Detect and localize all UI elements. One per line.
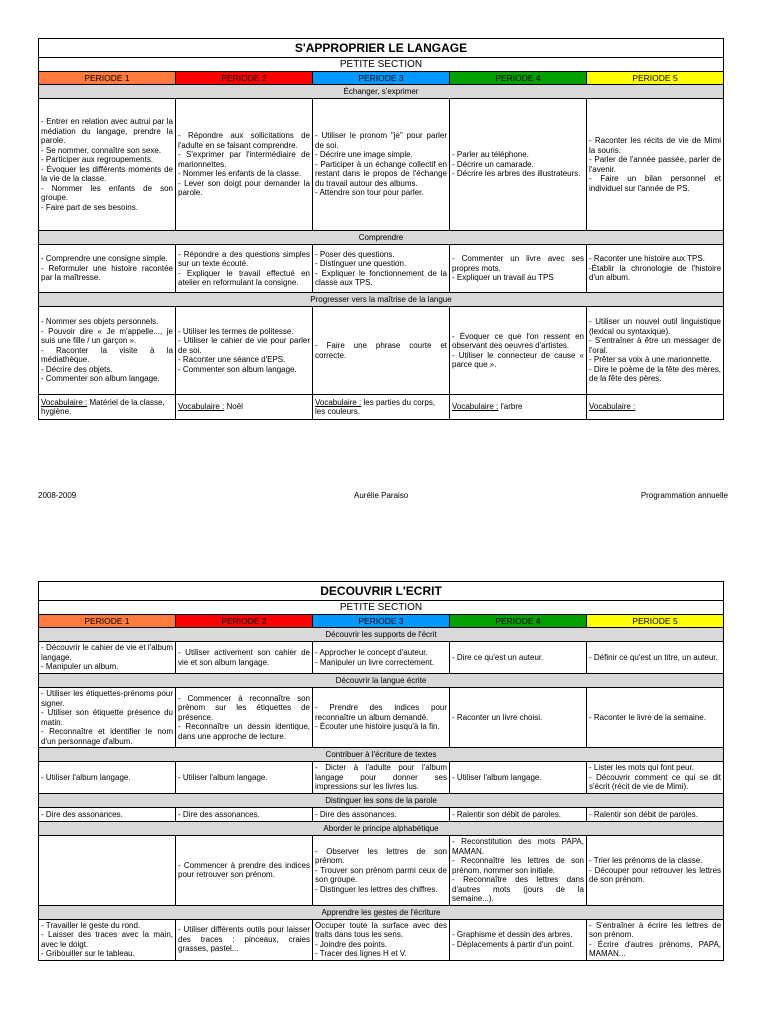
competence-item: - Écouter une histoire jusqu'à la fin. xyxy=(315,722,440,732)
vocab-cell xyxy=(587,395,724,420)
table-title: DECOUVRIR L'ECRIT xyxy=(39,582,724,601)
competence-item: - Lister les mots qui font peur. xyxy=(589,763,694,773)
section-header-row xyxy=(39,794,724,808)
competence-item: - Dire ce qu'est un auteur. xyxy=(452,652,544,662)
period-3-cell xyxy=(313,919,450,960)
competence-item: - Raconter un livre choisi. xyxy=(452,712,543,722)
langage-table xyxy=(38,38,724,420)
competence-item: - Reconnaître un dessin identique, dans une approche de lecture. xyxy=(178,722,310,741)
competence-item: - Pouvoir dire « Je m'appelle..., je suis une fille / un garçon ». xyxy=(41,326,173,346)
period-5-cell xyxy=(587,245,724,293)
period-5-cell xyxy=(587,688,724,748)
competence-item: - Reconstitution des mots PAPA, MAMAN. xyxy=(452,837,584,856)
competence-item: - Utiliser l'album langage. xyxy=(178,772,268,782)
period-4-header: PERIODE 4 xyxy=(450,72,587,85)
period-4-cell xyxy=(450,919,587,960)
vocab-label: Vocabulaire : xyxy=(452,402,499,412)
content-row xyxy=(39,642,724,674)
period-2-header: PERIODE 2 xyxy=(176,72,313,85)
period-1-cell xyxy=(39,762,176,794)
period-3-cell xyxy=(313,808,450,822)
vocab-value: l'arbre xyxy=(498,402,523,412)
ecrit-body xyxy=(39,628,724,961)
competence-item: - Écrire d'autres prénoms, PAPA, MAMAN... xyxy=(589,939,722,958)
competence-item: - Déplacements à partir d'un point. xyxy=(452,939,575,949)
period-header-row xyxy=(39,615,724,628)
competence-item: - Commenter son album langage. xyxy=(41,374,160,384)
competence-item: - Commenter son album langage. xyxy=(178,364,297,374)
competence-item: - Définir ce qu'est un titre, un auteur. xyxy=(589,652,718,662)
table-title: S'APPROPRIER LE LANGAGE xyxy=(39,39,724,58)
competence-item: - Distinguer les lettres des chiffres. xyxy=(315,884,438,894)
period-2-cell xyxy=(176,245,313,293)
competence-item: - Reconnaître les lettres de son prénom, nommer son initiale. xyxy=(452,856,584,875)
period-5-cell xyxy=(587,307,724,395)
competence-item: - Utiliser le cahier de vie pour parler de soi. xyxy=(178,336,310,355)
competence-item: - Attendre son tour pour parler. xyxy=(315,188,424,198)
competence-item: - Reconnaître des lettres dans d'autres mots (jours de la semaine...). xyxy=(452,875,584,903)
competence-item: - Commencer à prendre des indices pour retrouver son prénom. xyxy=(178,860,310,880)
section-header-row xyxy=(39,231,724,245)
footer-year: 2008-2009 xyxy=(38,491,77,500)
competence-item: - Graphisme et dessin des arbres. xyxy=(452,930,573,939)
section-title: Découvrir la langue écrite xyxy=(39,674,724,688)
competence-item: - Participer aux regroupements. xyxy=(41,155,154,164)
competence-item: - Utiliser le connecteur de cause « parce que ». xyxy=(452,350,584,369)
period-1-header: PERIODE 1 xyxy=(39,72,176,85)
competence-item: - Faire une phrase courte et correcte. xyxy=(315,341,447,360)
competence-item: - Utiliser un nouvel outil linguistique (lexical ou syntaxique). xyxy=(589,317,722,336)
period-3-cell xyxy=(313,245,450,293)
competence-item: - Travailler le geste du rond. xyxy=(41,920,141,930)
vocab-label: Vocabulaire : xyxy=(315,397,362,407)
footer-doc-title: Programmation annuelle xyxy=(640,491,728,500)
period-1-cell xyxy=(39,307,176,395)
period-3-cell xyxy=(313,99,450,231)
competence-item: - Nommer les enfants de son groupe. xyxy=(41,183,173,202)
section-header-row xyxy=(39,674,724,688)
period-3-header: PERIODE 3 xyxy=(313,72,450,85)
section-title: Échanger, s'exprimer xyxy=(39,85,724,99)
competence-item: - Utiliser les termes de politesse. xyxy=(178,326,294,336)
period-3-cell xyxy=(313,688,450,748)
competence-item: - Expliquer le fonctionnement de la classe aux TPS. xyxy=(315,268,447,287)
period-4-cell xyxy=(450,307,587,395)
competence-item: - Manipuler un livre correctement. xyxy=(315,657,435,667)
period-1-cell xyxy=(39,245,176,293)
competence-item: - Trier les prénoms de la classe. xyxy=(589,856,703,865)
period-5-cell xyxy=(587,99,724,231)
competence-item: - Décrire des objets. xyxy=(41,364,113,374)
competence-item: - Faire un bilan personnel et individuel sur l'année de PS. xyxy=(589,174,722,193)
competence-item: - Gribouiller sur le tableau. xyxy=(41,949,135,958)
vocabulary-row xyxy=(39,395,724,420)
period-2-cell xyxy=(176,307,313,395)
competence-item: - Ralentir son débit de paroles. xyxy=(452,809,561,819)
competence-item: - Utiliser l'album langage. xyxy=(452,772,542,782)
period-4-cell xyxy=(450,688,587,748)
period-1-cell xyxy=(39,688,176,748)
content-row xyxy=(39,307,724,395)
period-5-header: PERIODE 5 xyxy=(587,615,724,628)
period-1-cell xyxy=(39,99,176,231)
competence-item: - Dire des assonances. xyxy=(178,809,260,819)
section-title: Comprendre xyxy=(39,231,724,245)
competence-item: - Utiliser les étiquettes-prénoms pour signer. xyxy=(41,689,173,708)
competence-item: - Faire part de ses besoins. xyxy=(41,202,138,212)
vocab-cell xyxy=(176,395,313,420)
vocab-value: les parties du corps, les couleurs. xyxy=(315,397,436,416)
competence-item: - Distinguer une question. xyxy=(315,259,407,268)
period-2-cell xyxy=(176,642,313,674)
competence-item: - Raconter les récits de vie de Mimi la souris. xyxy=(589,136,722,155)
competence-item: - Expliquer le travail effectué en atelier en reformulant la consigne. xyxy=(178,268,310,287)
competence-item: - Nommer les enfants de la classe. xyxy=(178,169,302,179)
section-header-row xyxy=(39,822,724,836)
period-5-cell xyxy=(587,836,724,906)
competence-item: - Utiliser l'album langage. xyxy=(41,772,131,782)
vocab-cell xyxy=(39,395,176,420)
competence-item: - Participer à un échange collectif en restant dans le propos de l'échange du travail autour des albums. xyxy=(315,159,447,188)
competence-item: - Prêter sa voix à une marionnette. xyxy=(589,355,712,365)
competence-item: - Parler de l'année passée, parler de l'avenir. xyxy=(589,155,722,174)
table-subtitle: PETITE SECTION xyxy=(39,58,724,72)
competence-item: - Expliquer un travail au TPS xyxy=(452,273,554,283)
period-5-header: PERIODE 5 xyxy=(587,72,724,85)
vocab-value: Matériel de la classe, hygiène. xyxy=(41,397,165,416)
competence-item: - Raconter la visite à la médiathèque. xyxy=(41,345,173,365)
competence-item: - Dicter à l'adulte pour l'album langage pour donner ses impressions sur les livres lus. xyxy=(315,763,447,792)
competence-item: - Observer les lettres de son prénom. xyxy=(315,846,447,865)
competence-item: - Tracer des lignes H et V. xyxy=(315,949,407,958)
competence-item: - Trouver son prénom parmi ceux de son groupe. xyxy=(315,865,447,884)
section-header-row xyxy=(39,748,724,762)
competence-item: - Répondre aux sollicitations de l'adulte en se faisant comprendre. xyxy=(178,131,310,150)
competence-item: - Utiliser activement son cahier de vie et son album langage. xyxy=(178,648,310,667)
period-4-cell xyxy=(450,808,587,822)
period-5-cell xyxy=(587,808,724,822)
period-1-cell xyxy=(39,642,176,674)
period-2-header: PERIODE 2 xyxy=(176,615,313,628)
vocab-cell xyxy=(313,395,450,420)
competence-item: - Évoquer les différents moments de la vie de la classe. xyxy=(41,164,173,183)
period-2-cell xyxy=(176,762,313,794)
competence-item: - S'exprimer par l'intermédiaire de marionnettes. xyxy=(178,150,310,169)
competence-item: - Comprendre une consigne simple. xyxy=(41,254,168,264)
period-1-cell xyxy=(39,836,176,906)
period-4-cell xyxy=(450,762,587,794)
period-2-cell xyxy=(176,919,313,960)
section-header-row xyxy=(39,905,724,919)
competence-item: - Ralentir son débit de paroles. xyxy=(589,809,698,819)
period-5-cell xyxy=(587,642,724,674)
section-header-row xyxy=(39,293,724,307)
competence-item: - Poser des questions. xyxy=(315,249,395,259)
footer-author: Aurélie Paraiso xyxy=(354,491,409,500)
period-1-header: PERIODE 1 xyxy=(39,615,176,628)
competence-item: - Reconnaître et identifier le nom d'un personnage d'album. xyxy=(41,727,173,746)
period-1-cell xyxy=(39,919,176,960)
period-2-cell xyxy=(176,808,313,822)
competence-item: - Dire le poème de la fête des mères, de la fête des pères. xyxy=(589,364,722,384)
competence-item: - Prendre des indices pour reconnaître un album demandé. xyxy=(315,703,447,722)
period-3-cell xyxy=(313,642,450,674)
competence-item: - Commenter un livre avec ses propres mots. xyxy=(452,254,584,273)
competence-item: - Utiliser le pronom "je" pour parler de soi. xyxy=(315,131,447,150)
period-5-cell xyxy=(587,762,724,794)
period-3-cell xyxy=(313,762,450,794)
vocab-label: Vocabulaire : xyxy=(178,402,225,412)
content-row xyxy=(39,919,724,960)
section-title: Découvrir les supports de l'écrit xyxy=(39,628,724,642)
section-title: Contribuer à l'écriture de textes xyxy=(39,748,724,762)
competence-item: - Raconter le livre de la semaine. xyxy=(589,712,706,722)
vocab-label: Vocabulaire : xyxy=(41,397,88,407)
period-3-cell xyxy=(313,836,450,906)
competence-item: -Établir la chronologie de l'histoire d'un album. xyxy=(589,263,722,283)
content-row xyxy=(39,688,724,748)
competence-item: - Découvrir comment ce qui se dit s'écrit (récit de vie de Mimi). xyxy=(589,772,722,792)
competence-item: - Décrire une image simple. xyxy=(315,150,413,160)
period-1-cell xyxy=(39,808,176,822)
competence-item: Occuper toute la surface avec des traits dans tous les sens. xyxy=(315,920,447,939)
content-row xyxy=(39,836,724,906)
competence-item: - Manipuler un album. xyxy=(41,662,119,672)
period-4-cell xyxy=(450,836,587,906)
competence-item: - Répondre a des questions simples sur un texte écouté. xyxy=(178,249,310,268)
competence-item: - Dire des assonances. xyxy=(315,809,397,819)
period-5-cell xyxy=(587,919,724,960)
period-4-cell xyxy=(450,642,587,674)
competence-item: - Commencer à reconnaître son prénom sur les étiquettes de présence. xyxy=(178,693,310,722)
ecrit-table xyxy=(38,581,724,961)
period-2-cell xyxy=(176,688,313,748)
section-title: Distinguer les sons de la parole xyxy=(39,794,724,808)
competence-item: - S'entraîner à être un messager de l'oral. xyxy=(589,336,722,355)
content-row xyxy=(39,808,724,822)
section-title: Aborder le principe alphabétique xyxy=(39,822,724,836)
competence-item: - Raconter une histoire aux TPS. xyxy=(589,254,705,264)
langage-body xyxy=(39,85,724,395)
competence-item: - S'entraîner à écrire les lettres de son prénom. xyxy=(589,920,722,939)
period-4-header: PERIODE 4 xyxy=(450,615,587,628)
vocab-value: Noël xyxy=(224,402,243,412)
competence-item: - Nommer ses objets personnels. xyxy=(41,317,159,327)
period-header-row xyxy=(39,72,724,85)
content-row xyxy=(39,762,724,794)
competence-item: - Découper pour retrouver les lettres de son prénom. xyxy=(589,865,722,884)
competence-item: - Évoquer ce que l'on ressent en observant des oeuvres d'artistes. xyxy=(452,331,584,350)
content-row xyxy=(39,99,724,231)
section-title: Apprendre les gestes de l'écriture xyxy=(39,905,724,919)
section-header-row xyxy=(39,85,724,99)
content-row xyxy=(39,245,724,293)
vocab-label: Vocabulaire : xyxy=(589,402,636,412)
competence-item: - Décrire un camarade. xyxy=(452,159,534,169)
competence-item: - Utiliser son étiquette présence du matin. xyxy=(41,708,173,727)
competence-item: - Utiliser différents outils pour laisser des traces : pinceaux, craies grasses, pastel... xyxy=(178,925,310,954)
competence-item: - Se nommer, connaître son sexe. xyxy=(41,145,162,155)
competence-item: - Entrer en relation avec autrui par la médiation du langage, prendre la parole. xyxy=(41,117,173,145)
period-3-cell xyxy=(313,307,450,395)
section-header-row xyxy=(39,628,724,642)
competence-item: - Lever son doigt pour demander la parole. xyxy=(178,178,310,198)
competence-item: - Décrire les arbres des illustrateurs. xyxy=(452,169,581,179)
competence-item: - Raconter une séance d'EPS. xyxy=(178,355,286,365)
competence-item: - Reformuler une histoire racontée par la maîtresse. xyxy=(41,263,173,283)
competence-item: - Parler au téléphone. xyxy=(452,150,529,160)
competence-item: - Laisser des traces avec la main, avec le doigt. xyxy=(41,930,173,949)
period-3-header: PERIODE 3 xyxy=(313,615,450,628)
competence-item: - Approcher le concept d'auteur. xyxy=(315,648,428,657)
competence-item: - Dire des assonances. xyxy=(41,809,123,819)
section-title: Progresser vers la maîtrise de la langue xyxy=(39,293,724,307)
competence-item: - Découvrir le cahier de vie et l'album langage. xyxy=(41,643,173,662)
period-4-cell xyxy=(450,245,587,293)
period-4-cell xyxy=(450,99,587,231)
table-subtitle: PETITE SECTION xyxy=(39,601,724,615)
vocab-cell xyxy=(450,395,587,420)
period-2-cell xyxy=(176,836,313,906)
period-2-cell xyxy=(176,99,313,231)
competence-item: - Joindre des points. xyxy=(315,939,388,949)
